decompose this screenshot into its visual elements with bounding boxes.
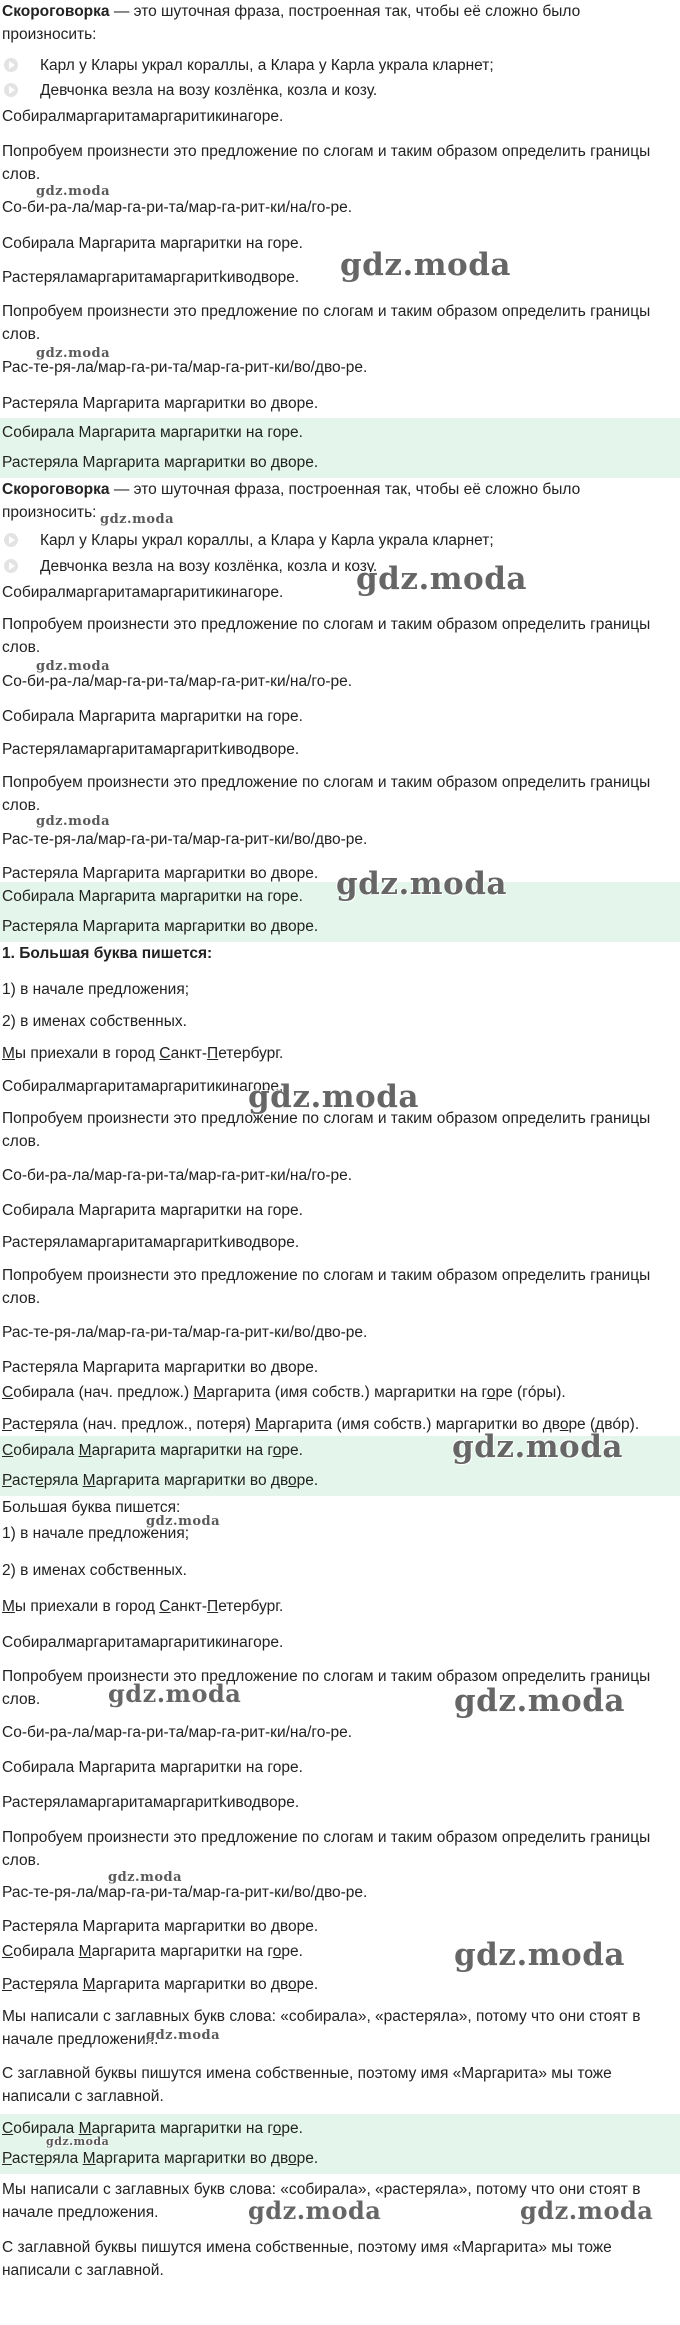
text-run: Собирала Маргарита маргаритки на горе. [2, 235, 303, 252]
text-run: Попробуем произнести это предложение по слогам и таким образом определить границы слов. [2, 616, 651, 656]
underlined-letter: М [193, 1384, 207, 1401]
text-run: аст [11, 1472, 36, 1489]
underlined-letter: М [78, 1442, 92, 1459]
text-run: Собиралмаргаритамаргаритикинагоре. [2, 108, 284, 125]
text-run: ряла (нач. предлож., потеря) [43, 1416, 256, 1433]
text-run: Собиралмаргаритамаргаритикинагоре. [2, 1078, 284, 1095]
text-line [0, 670, 680, 693]
underlined-letter: е [35, 1976, 44, 1993]
underlined-letter: о [288, 1976, 297, 1993]
watermark: gdz.moda [452, 1429, 623, 1465]
underlined-letter: Р [2, 1416, 12, 1433]
text-line [0, 140, 680, 186]
highlighted-line [0, 2114, 680, 2144]
underlined-letter: М [82, 2150, 96, 2167]
text-run: Растеряла Маргарита маргаритки во дворе. [2, 395, 319, 412]
bold-term: Скороговорка [2, 481, 110, 498]
text-run: Попробуем произнести это предложение по слогам и таким образом определить границы слов. [2, 1668, 651, 1708]
text-run: Попробуем произнести это предложение по слогам и таким образом определить границы слов. [2, 1110, 651, 1150]
text-line [0, 2178, 680, 2224]
watermark: gdz.moda [36, 184, 111, 199]
underlined-letter: П [207, 1045, 219, 1062]
text-run: ре. [281, 2120, 303, 2137]
text-run: Собирала Маргарита маргаритки на горе. [2, 888, 303, 905]
text-run: Собирала Маргарита маргаритки на горе. [2, 424, 303, 441]
watermark: gdz.moda [454, 1683, 625, 1719]
text-run: Попробуем произнести это предложение по слогам и таким образом определить границы слов. [2, 143, 651, 183]
text-run: 2) в именах собственных. [2, 1562, 187, 1579]
text-run: аргарита (имя собств.) маргаритки на г [206, 1384, 487, 1401]
text-line [0, 828, 680, 851]
watermark: gdz.moda [36, 814, 111, 829]
text-run: Со-би-ра-ла/мар-га-ри-та/мар-га-рит-ки/на/го-ре. [2, 1167, 353, 1184]
watermark: gdz.moda [356, 561, 527, 597]
text-run: С заглавной буквы пишутся имена собственные, поэтому имя «Маргарита» мы тоже написали с заглавной. [2, 2065, 612, 2105]
watermark: gdz.moda [454, 1937, 625, 1973]
text-run: ряла [43, 1976, 83, 1993]
text-run: Со-би-ра-ла/мар-га-ри-та/мар-га-рит-ки/на/го-ре. [2, 199, 353, 216]
text-line [0, 1756, 680, 1779]
text-run: С заглавной буквы пишутся имена собственные, поэтому имя «Маргарита» мы тоже написали с заглавной. [2, 2239, 612, 2279]
underlined-letter: С [2, 1384, 14, 1401]
underlined-letter: о [486, 1384, 496, 1401]
text-run: Попробуем произнести это предложение по слогам и таким образом определить границы слов. [2, 1829, 651, 1869]
highlighted-line [0, 418, 680, 448]
text-line [0, 1356, 680, 1379]
text-run: Большая буква пишется: [2, 1499, 181, 1516]
text-line [0, 1915, 680, 1938]
text-run: аргарита маргаритки на г [91, 1442, 273, 1459]
text-run: Попробуем произнести это предложение по слогам и таким образом определить границы слов. [2, 774, 651, 814]
text-line [0, 613, 680, 659]
bullet-item [0, 529, 680, 552]
underlined-letter: М [82, 1976, 96, 1993]
text-line [0, 942, 680, 965]
text-line [0, 705, 680, 728]
text-line [0, 196, 680, 219]
text-run: Рас-те-ря-ла/мар-га-ри-та/мар-га-рит-ки/во/дво-ре. [2, 831, 368, 848]
watermark: gdz.moda [100, 512, 175, 527]
watermark: gdz.moda [146, 2028, 221, 2043]
text-run: анкт- [170, 1598, 208, 1615]
text-line [0, 1413, 680, 1436]
bullet-item [0, 555, 680, 578]
text-line [0, 1595, 680, 1618]
text-run: анкт- [170, 1045, 208, 1062]
underlined-letter: М [78, 2120, 92, 2137]
bold-term: Скороговорка [2, 3, 110, 20]
text-line [0, 392, 680, 415]
text-run: Растеряла Маргарита маргаритки во дворе. [2, 865, 319, 882]
text-run: Попробуем произнести это предложение по слогам и таким образом определить границы слов. [2, 303, 651, 343]
text-run: Собирала Маргарита маргаритки на горе. [2, 708, 303, 725]
text-line [0, 0, 680, 46]
watermark: gdz.moda [336, 866, 507, 902]
text-run: — это шуточная фраза, построенная так, чтобы её сложно было произносить: [2, 481, 581, 521]
text-run: ы приехали в город [14, 1598, 160, 1615]
watermark: gdz.moda [248, 2196, 382, 2225]
text-run: Растерялaмаргаритамаргаритkиводворе. [2, 741, 300, 758]
text-run: обирала [13, 1442, 79, 1459]
highlighted-line [0, 448, 680, 478]
underlined-letter: Р [2, 2150, 12, 2167]
text-run: обирала (нач. предлож.) [13, 1384, 194, 1401]
text-line [0, 1631, 680, 1654]
text-line [0, 1973, 680, 1996]
play-bullet-icon [4, 533, 18, 547]
text-line [0, 478, 680, 524]
text-line [0, 978, 680, 1001]
watermark: gdz.moda [36, 659, 111, 674]
watermark: gdz.moda [146, 1514, 221, 1529]
watermark: gdz.moda [520, 2196, 654, 2225]
underlined-letter: С [2, 2120, 14, 2137]
text-run: Рас-те-ря-ла/мар-га-ри-та/мар-га-рит-ки/во/дво-ре. [2, 1324, 368, 1341]
text-run: Попробуем произнести это предложение по слогам и таким образом определить границы слов. [2, 1267, 651, 1307]
text-line [0, 1321, 680, 1344]
text-run: Рас-те-ря-ла/мар-га-ри-та/мар-га-рит-ки/во/дво-ре. [2, 1884, 368, 1901]
underlined-letter: П [207, 1598, 219, 1615]
text-run: Растеряла Маргарита маргаритки во дворе. [2, 454, 319, 471]
text-run: Собиралмаргаритамаргаритикинагоре. [2, 584, 284, 601]
text-line [0, 771, 680, 817]
text-run: Карл у Клары украл кораллы, а Клара у Карла украла кларнет; [40, 57, 494, 74]
highlighted-line [0, 1466, 680, 1496]
text-line [0, 105, 680, 128]
watermark: gdz.moda [46, 2135, 110, 2148]
text-run: Собирала Маргарита маргаритки на горе. [2, 1759, 303, 1776]
play-bullet-icon [4, 58, 18, 72]
text-line [0, 738, 680, 761]
text-run: обирала [13, 1943, 79, 1960]
text-run: аргарита (имя собств.) маргаритки во дв [268, 1416, 560, 1433]
underlined-letter: о [288, 1472, 297, 1489]
text-run: аргарита маргаритки на г [91, 1943, 273, 1960]
text-run: 1) в начале предложения; [2, 1525, 190, 1542]
text-line [0, 1881, 680, 1904]
text-line [0, 300, 680, 346]
text-run: Растеряла Маргарита маргаритки во дворе. [2, 1918, 319, 1935]
text-run: аргарита маргаритки на г [91, 2120, 273, 2137]
text-run: аст [11, 1416, 36, 1433]
watermark: gdz.moda [340, 247, 511, 283]
text-line [0, 1231, 680, 1254]
text-line [0, 232, 680, 255]
watermark: gdz.moda [36, 346, 111, 361]
text-run: Мы написали с заглавных букв слова: «собирала», «растеряла», потому что они стоят в начале предложения. [2, 2181, 641, 2221]
text-run: Мы написали с заглавных букв слова: «собирала», «растеряла», потому что они стоят в начале предложения. [2, 2008, 641, 2048]
highlighted-line [0, 882, 680, 912]
underlined-letter: Р [2, 1472, 12, 1489]
text-run: аргарита маргаритки во дв [95, 2150, 289, 2167]
underlined-letter: С [2, 1442, 14, 1459]
text-run: етербург. [218, 1045, 284, 1062]
underlined-letter: е [35, 1416, 44, 1433]
text-run: ряла [43, 2150, 83, 2167]
text-run: Собиралмаргаритамаргаритикинагоре. [2, 1634, 284, 1651]
text-run: аст [11, 2150, 36, 2167]
text-line [0, 1522, 680, 1545]
text-line [0, 266, 680, 289]
text-run: Растерялaмаргаритамаргаритkиводворе. [2, 1234, 300, 1251]
text-run: ре. [281, 1442, 303, 1459]
text-run: аргарита маргаритки во дв [95, 1976, 289, 1993]
text-run: аргарита маргаритки во дв [95, 1472, 289, 1489]
underlined-letter: о [272, 1442, 282, 1459]
text-run: Растерялaмаргаритамаргаритkиводворе. [2, 269, 300, 286]
text-run: етербург. [218, 1598, 284, 1615]
text-line [0, 2005, 680, 2051]
underlined-letter: С [2, 1943, 14, 1960]
text-run: Рас-те-ря-ла/мар-га-ри-та/мар-га-рит-ки/во/дво-ре. [2, 359, 368, 376]
text-run: ряла [43, 1472, 83, 1489]
underlined-letter: М [78, 1943, 92, 1960]
highlighted-line [0, 2144, 680, 2174]
text-run: ре. [296, 1976, 319, 1993]
watermark: gdz.moda [248, 1079, 419, 1115]
text-line [0, 1042, 680, 1065]
underlined-letter: о [272, 1943, 282, 1960]
bullet-item [0, 54, 680, 77]
text-run: Собирала Маргарита маргаритки на горе. [2, 1202, 303, 1219]
text-line [0, 1721, 680, 1744]
text-line [0, 1010, 680, 1033]
underlined-letter: о [559, 1416, 569, 1433]
text-run: ре (гóры). [495, 1384, 566, 1401]
text-line [0, 1199, 680, 1222]
bold-term: 1. Большая буква пишется: [2, 945, 213, 962]
text-line [0, 1107, 680, 1153]
text-run: 2) в именах собственных. [2, 1013, 187, 1030]
text-line [0, 1075, 680, 1098]
text-line [0, 1381, 680, 1404]
underlined-letter: М [255, 1416, 269, 1433]
text-run: Девчонка везла на возу козлёнка, козла и козу. [40, 82, 378, 99]
text-line [0, 2062, 680, 2108]
underlined-letter: С [159, 1045, 171, 1062]
text-run: обирала [13, 2120, 79, 2137]
highlighted-line [0, 1429, 680, 1466]
text-run: 1) в начале предложения; [2, 981, 190, 998]
text-line [0, 2236, 680, 2282]
text-line [0, 581, 680, 604]
text-run: аст [11, 1976, 36, 1993]
play-bullet-icon [4, 83, 18, 97]
text-run: Со-би-ра-ла/мар-га-ри-та/мар-га-рит-ки/на/го-ре. [2, 1724, 353, 1741]
play-bullet-icon [4, 559, 18, 573]
underlined-letter: е [35, 2150, 44, 2167]
text-run: Карл у Клары украл кораллы, а Клара у Карла украла кларнет; [40, 532, 494, 549]
text-run: Растеряла Маргарита маргаритки во дворе. [2, 1359, 319, 1376]
underlined-letter: Р [2, 1976, 12, 1993]
text-line [0, 1940, 680, 1963]
text-run: Растерялaмаргаритамаргаритkиводворе. [2, 1794, 300, 1811]
text-run: ы приехали в город [14, 1045, 160, 1062]
text-line [0, 1791, 680, 1814]
underlined-letter: М [2, 1598, 15, 1615]
highlighted-line [0, 912, 680, 942]
text-line [0, 1264, 680, 1310]
underlined-letter: М [2, 1045, 15, 1062]
text-run: ре. [281, 1943, 303, 1960]
underlined-letter: о [288, 2150, 297, 2167]
watermark: gdz.moda [108, 1679, 242, 1708]
text-run: ре (двóр). [568, 1416, 640, 1433]
underlined-letter: М [82, 1472, 96, 1489]
text-run: ре. [296, 2150, 319, 2167]
bullet-item [0, 79, 680, 102]
underlined-letter: С [159, 1598, 171, 1615]
text-line [0, 1164, 680, 1187]
text-run: Девчонка везла на возу козлёнка, козла и козу. [40, 558, 378, 575]
text-run: Растеряла Маргарита маргаритки во дворе. [2, 918, 319, 935]
text-line [0, 1665, 680, 1719]
text-run: ре. [296, 1472, 319, 1489]
underlined-letter: е [35, 1472, 44, 1489]
text-line [0, 356, 680, 379]
text-line [0, 1826, 680, 1872]
text-line [0, 1496, 680, 1519]
text-run: — это шуточная фраза, построенная так, чтобы её сложно было произносить: [2, 3, 581, 43]
text-run: Со-би-ра-ла/мар-га-ри-та/мар-га-рит-ки/на/го-ре. [2, 673, 353, 690]
text-line [0, 1559, 680, 1582]
underlined-letter: о [272, 2120, 282, 2137]
watermark: gdz.moda [108, 1870, 183, 1885]
